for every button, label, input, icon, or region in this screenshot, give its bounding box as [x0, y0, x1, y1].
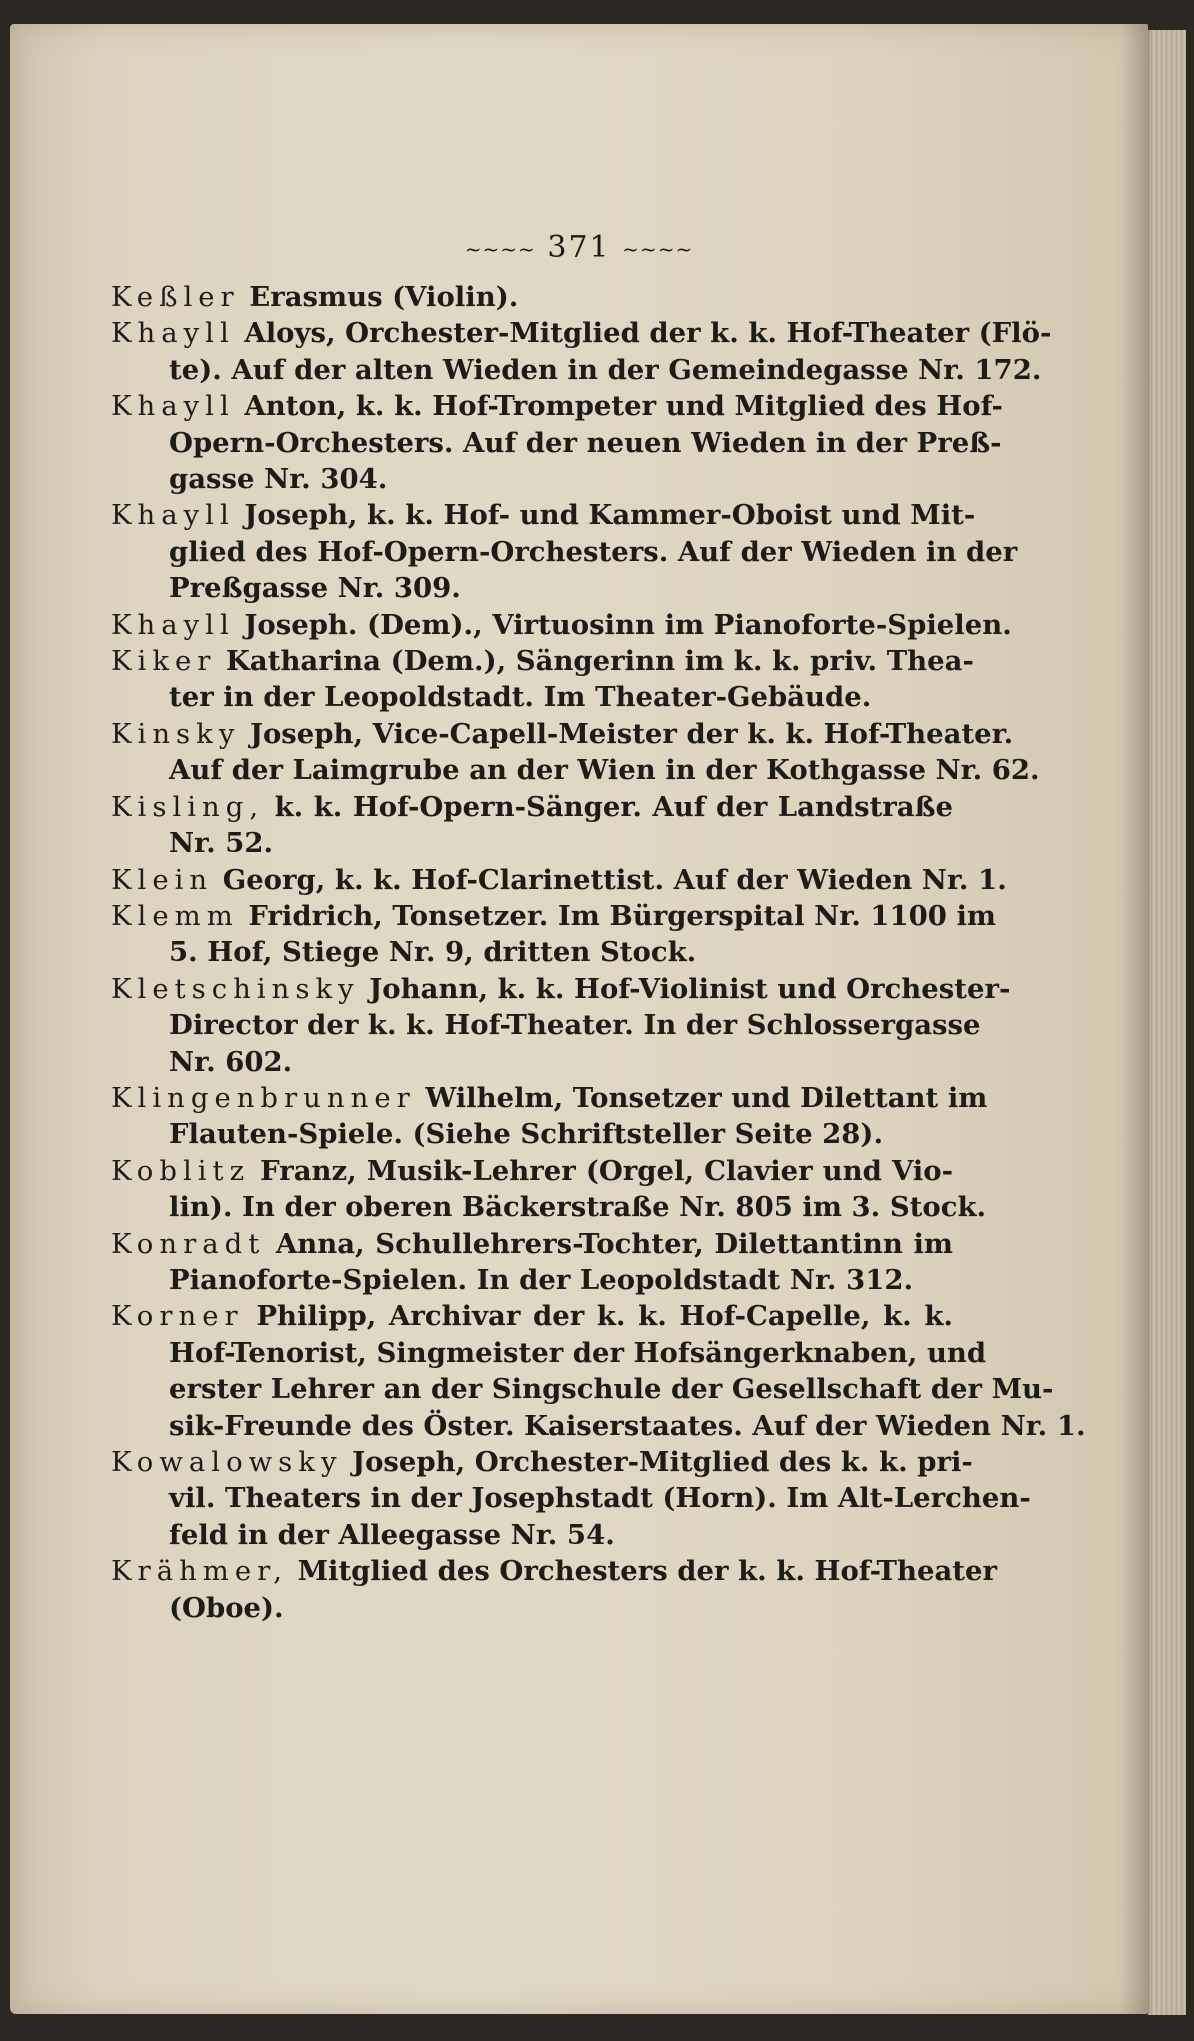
entry-line	[113, 1116, 953, 1152]
entry-line	[111, 315, 1052, 351]
entry-name: Kowalowsky	[111, 1446, 343, 1478]
entry-text: Pianoforte-Spielen. In der Leopoldstadt Nr. 312.	[169, 1263, 914, 1296]
entry-line	[113, 752, 1040, 788]
entry-line	[113, 1335, 987, 1371]
entry-line	[111, 971, 1011, 1007]
entry-text: Georg, k. k. Hof-Clarinettist. Auf der Wieden Nr. 1.	[222, 863, 1007, 896]
entry-text: Nr. 602.	[169, 1045, 293, 1078]
entry-line	[113, 534, 1018, 570]
entry-line	[113, 1590, 953, 1626]
entry-text: Philipp, Archivar der k. k. Hof-Capelle, k. k.	[256, 1300, 953, 1333]
entry-line	[113, 352, 1042, 388]
entry-text: glied des Hof-Opern-Orchesters. Auf der Wieden in der	[169, 535, 1018, 568]
directory-entry	[113, 789, 953, 862]
directory-entry	[111, 716, 1040, 789]
header-ornament-left: ~~~~	[464, 237, 536, 261]
entry-text: Joseph, Orchester-Mitglied des k. k. pri-	[352, 1446, 973, 1478]
entry-name: Khayll	[111, 608, 235, 641]
entry-text: k. k. Hof-Opern-Sänger. Auf der Landstraße	[274, 790, 953, 823]
entry-text: Joseph, Vice-Capell-Meister der k. k. Hof-Theater.	[249, 717, 1014, 750]
directory-entry	[111, 862, 1007, 898]
entry-line	[113, 1298, 953, 1334]
directory-entry	[111, 1153, 987, 1226]
entry-text: feld in der Alleegasse Nr. 54.	[169, 1518, 615, 1551]
page-edge	[1148, 30, 1186, 2015]
entry-line	[111, 643, 974, 679]
entry-name: Keßler	[111, 281, 240, 313]
entry-line	[111, 716, 1014, 752]
entry-line	[113, 461, 953, 497]
entry-line	[111, 898, 997, 934]
entry-line	[113, 789, 953, 825]
entry-text: te). Auf der alten Wieden in der Gemeindegasse Nr. 172.	[169, 353, 1042, 386]
directory-entries	[111, 279, 1086, 1626]
entry-text: Joseph, k. k. Hof- und Kammer-Oboist und Mit-	[244, 499, 976, 532]
entry-text: vil. Theaters in der Josephstadt (Horn). Im Alt-Lerchen-	[169, 1482, 1031, 1515]
entry-text: ter in der Leopoldstadt. Im Theater-Gebäude.	[169, 681, 872, 714]
entry-text: Franz, Musik-Lehrer (Orgel, Clavier und Vio-	[260, 1154, 953, 1187]
directory-entry	[111, 1444, 1031, 1553]
entry-line	[113, 1371, 1054, 1407]
directory-entry	[111, 643, 974, 716]
entry-line	[113, 1153, 953, 1189]
entry-text: erster Lehrer an der Singschule der Gesellschaft der Mu-	[169, 1373, 1054, 1406]
entry-name: Krähmer,	[111, 1555, 289, 1588]
entry-name: Kiker	[111, 645, 217, 678]
entry-text: lin). In der oberen Bäckerstraße Nr. 805 im 3. Stock.	[169, 1191, 987, 1224]
directory-entry	[111, 1298, 1086, 1444]
entry-text: (Oboe).	[169, 1591, 284, 1624]
entry-name: Koblitz	[111, 1154, 251, 1187]
entry-line	[111, 1080, 988, 1116]
entry-line	[113, 1408, 1086, 1444]
page-number: 371	[547, 230, 611, 265]
entry-name: Klingenbrunner	[111, 1081, 416, 1114]
entry-text: Director der k. k. Hof-Theater. In der Schlossergasse	[169, 1009, 981, 1042]
entry-text: Aloys, Orchester-Mitglied der k. k. Hof-Theater (Flö-	[244, 317, 1052, 350]
entry-line	[113, 279, 953, 315]
directory-entry	[113, 1226, 953, 1299]
entry-line	[111, 1444, 973, 1480]
entry-name: Kletschinsky	[111, 972, 360, 1005]
spine-shadow	[1120, 24, 1150, 2014]
entry-text: Auf der Laimgrube an der Wien in der Kothgasse Nr. 62.	[169, 754, 1040, 787]
entry-line	[113, 1007, 981, 1043]
entry-name: Klein	[111, 863, 214, 896]
entry-line	[111, 607, 1012, 643]
entry-line	[111, 388, 1003, 424]
entry-name: Khayll	[111, 317, 235, 350]
directory-entry	[111, 497, 1018, 606]
header-ornament-right: ~~~~	[622, 237, 694, 261]
entry-line	[111, 862, 1007, 898]
entry-name: Kinsky	[111, 717, 241, 750]
entry-line	[113, 825, 953, 861]
entry-line	[113, 1480, 1031, 1516]
entry-line	[113, 1517, 953, 1553]
entry-text: Flauten-Spiele. (Siehe Schriftsteller Seite 28).	[169, 1118, 884, 1151]
entry-text: Mitglied des Orchesters der k. k. Hof-Theater	[297, 1555, 997, 1588]
directory-entry	[111, 1080, 988, 1153]
directory-entry	[111, 388, 1003, 497]
directory-entry	[113, 279, 953, 315]
entry-line	[113, 1044, 953, 1080]
entry-text: 5. Hof, Stiege Nr. 9, dritten Stock.	[169, 936, 697, 969]
entry-text: Preßgasse Nr. 309.	[169, 572, 461, 605]
entry-name: Korner	[111, 1300, 244, 1333]
book-page	[10, 24, 1148, 2014]
entry-text: Erasmus (Violin).	[249, 281, 519, 313]
entry-text: Johann, k. k. Hof-Violinist und Orchester-	[369, 972, 1011, 1005]
entry-name: Konradt	[111, 1227, 266, 1260]
directory-entry	[111, 898, 997, 971]
entry-name: Klemm	[111, 899, 239, 932]
page-header	[10, 230, 1148, 265]
entry-line	[113, 425, 1002, 461]
entry-text: Anton, k. k. Hof-Trompeter und Mitglied des Hof-	[244, 390, 1003, 423]
entry-line	[111, 1553, 997, 1589]
entry-text: Fridrich, Tonsetzer. Im Bürgerspital Nr. 1100 im	[248, 899, 997, 932]
entry-name: Khayll	[111, 499, 235, 532]
entry-line	[113, 679, 953, 715]
directory-entry	[111, 315, 1052, 388]
entry-text: Anna, Schullehrers-Tochter, Dilettantinn im	[275, 1227, 953, 1260]
entry-line	[113, 570, 953, 606]
entry-text: gasse Nr. 304.	[169, 463, 388, 496]
entry-text: sik-Freunde des Öster. Kaiserstaates. Auf der Wieden Nr. 1.	[169, 1409, 1086, 1442]
entry-line	[113, 934, 953, 970]
directory-entry	[111, 1553, 997, 1626]
directory-entry	[111, 607, 1012, 643]
entry-text: Katharina (Dem.), Sängerinn im k. k. priv. Thea-	[226, 645, 974, 678]
entry-text: Nr. 52.	[169, 827, 274, 860]
directory-entry	[111, 971, 1011, 1080]
entry-name: Kisling,	[111, 790, 265, 823]
entry-text: Wilhelm, Tonsetzer und Dilettant im	[425, 1081, 988, 1114]
entry-name: Khayll	[111, 390, 235, 423]
entry-text: Joseph. (Dem)., Virtuosinn im Pianoforte-Spielen.	[244, 608, 1012, 641]
entry-line	[113, 1189, 987, 1225]
entry-text: Hof-Tenorist, Singmeister der Hofsängerknaben, und	[169, 1336, 987, 1369]
entry-text: Opern-Orchesters. Auf der neuen Wieden in der Preß-	[169, 426, 1002, 459]
entry-line	[111, 497, 976, 533]
entry-line	[113, 1226, 953, 1262]
entry-line	[113, 1262, 953, 1298]
